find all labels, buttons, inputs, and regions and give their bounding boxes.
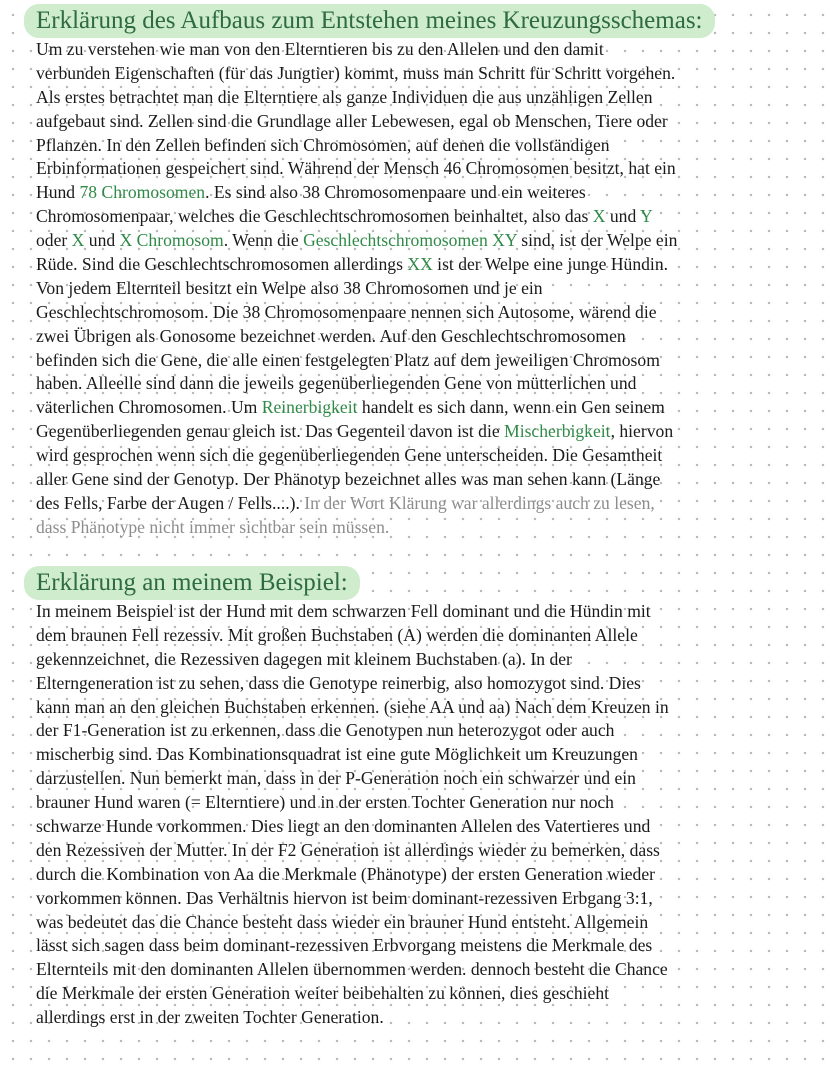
text-run: befinden sich die Gene, die alle einen festgelegten Platz auf dem jeweiligen Chromosom bbox=[36, 349, 660, 370]
text-line bbox=[36, 277, 824, 301]
section-heading-aufbau: Erklärung des Aufbaus zum Entstehen meines Kreuzungsschemas: bbox=[24, 4, 715, 38]
highlighted-term: Y bbox=[640, 206, 653, 227]
text-line bbox=[36, 349, 824, 373]
text-line bbox=[36, 911, 824, 935]
text-line bbox=[36, 767, 824, 791]
text-line bbox=[36, 86, 824, 110]
text-line bbox=[36, 863, 824, 887]
text-line bbox=[36, 38, 824, 62]
text-line bbox=[36, 516, 824, 540]
text-run: schwarze Hunde vorkommen. Dies liegt an den dominanten Allelen des Vatertieres und bbox=[36, 816, 651, 837]
text-run: ist der Welpe eine junge Hündin. bbox=[432, 254, 669, 275]
text-run: Hund bbox=[36, 182, 80, 203]
text-line bbox=[36, 181, 824, 205]
text-run: Rüde. Sind die Geschlechtschromosomen allerdings bbox=[36, 254, 408, 275]
text-line bbox=[36, 791, 824, 815]
text-run: , hiervon bbox=[610, 421, 674, 442]
text-run: Erbinformationen gespeichert sind. Während der Mensch 46 Chromosomen besitzt, hat ein bbox=[36, 158, 676, 179]
highlighted-term: Mischerbigkeit bbox=[504, 421, 611, 442]
text-line bbox=[36, 600, 824, 624]
text-run: dem braunen Fell rezessiv. Mit großen Buchstaben (A) werden die dominanten Allele bbox=[36, 624, 638, 645]
text-line bbox=[36, 815, 824, 839]
highlighted-term: 78 Chromosomen bbox=[79, 182, 206, 203]
text-line bbox=[36, 719, 824, 743]
section-body-beispiel bbox=[36, 600, 824, 1030]
section-beispiel bbox=[0, 566, 828, 1030]
text-run: Um zu verstehen wie man von den Elterntieren bis zu den Allelen und den damit bbox=[36, 39, 604, 59]
text-run: kann man an den gleichen Buchstaben erkennen. (siehe AA und aa) Nach dem Kreuzen in bbox=[36, 696, 669, 717]
text-line bbox=[36, 420, 824, 444]
text-line bbox=[36, 672, 824, 696]
text-run: die Merkmale der ersten Generation weiter beibehalten zu können, dies geschieht bbox=[36, 983, 610, 1004]
text-run: Gegenüberliegenden genau gleich ist. Das Gegenteil davon ist die bbox=[36, 421, 505, 442]
highlighted-term: X bbox=[592, 206, 606, 227]
text-line bbox=[36, 301, 824, 325]
text-run: oder bbox=[36, 230, 72, 251]
text-run: lässt sich sagen dass beim dominant-rezessiven Erbvorgang meistens die Merkmale des bbox=[36, 935, 653, 956]
text-run: aller Gene sind der Genotyp. Der Phänotyp bezeichnet alles was man sehen kann (Länge bbox=[36, 469, 661, 490]
highlighted-term: X bbox=[71, 230, 85, 251]
text-line bbox=[36, 982, 824, 1006]
text-run: haben. Alleelle sind dann die jeweils gegenüberliegenden Gene von mütterlichen und bbox=[36, 373, 637, 394]
muted-text: In der Wort Klärung war allerdings auch zu lesen, bbox=[304, 492, 655, 513]
text-line bbox=[36, 743, 824, 767]
text-line bbox=[36, 696, 824, 720]
text-run: des Fells, Farbe der Augen / Fells....). bbox=[36, 492, 305, 513]
text-run: mischerbig sind. Das Kombinationsquadrat ist eine gute Möglichkeit um Kreuzungen bbox=[36, 744, 638, 765]
text-run: allerdings erst in der zweiten Tochter Generation. bbox=[36, 1007, 384, 1028]
text-run: durch die Kombination von Aa die Merkmale (Phänotype) der ersten Generation wieder bbox=[36, 863, 656, 884]
text-line bbox=[36, 492, 824, 516]
text-line bbox=[36, 253, 824, 277]
text-line bbox=[36, 134, 824, 158]
text-run: Von jedem Elternteil besitzt ein Welpe also 38 Chromosomen und je ein bbox=[36, 277, 543, 298]
text-run: handelt es sich dann, wenn ein Gen seinem bbox=[357, 397, 665, 418]
section-aufbau bbox=[0, 4, 828, 540]
muted-text: dass Phänotype nicht immer sichtbar sein müssen. bbox=[36, 516, 390, 537]
text-run: sind, ist der Welpe ein bbox=[516, 230, 678, 251]
highlighted-term: Reinerbigkeit bbox=[261, 397, 358, 418]
text-line bbox=[36, 396, 824, 420]
text-run: was bedeutet das die Chance besteht dass wieder ein brauner Hund entsteht. Allgemein bbox=[36, 911, 649, 932]
text-run: zwei Übrigen als Gonosome bezeichnet werden. Auf den Geschlechtschromosomen bbox=[36, 325, 626, 346]
text-run: Elterngeneration ist zu sehen, dass die Genotype reinerbig, also homozygot sind. Dies bbox=[36, 672, 641, 693]
text-run: verbunden Eigenschaften (für das Jungtier) kommt, muss man Schritt für Schritt vorgehen. bbox=[36, 62, 676, 83]
text-run: väterlichen Chromosomen. Um bbox=[36, 397, 262, 418]
text-run: vorkommen können. Das Verhältnis hiervon ist beim dominant-rezessiven Erbgang 3:1, bbox=[36, 887, 653, 908]
text-line bbox=[36, 648, 824, 672]
text-run: Pflanzen. In den Zellen befinden sich Chromosomen, auf denen die vollständigen bbox=[36, 134, 610, 155]
text-line bbox=[36, 110, 824, 134]
text-run: Als erstes betrachtet man die Elterntiere als ganze Individuen die aus unzähligen Zellen bbox=[36, 86, 653, 107]
text-run: und bbox=[605, 206, 641, 227]
text-run: Chromosomenpaar, welches die Geschlechtschromosomen beinhaltet, also das bbox=[36, 206, 593, 227]
text-line bbox=[36, 839, 824, 863]
text-run: der F1-Generation ist zu erkennen, dass die Genotypen nun heterozygot oder auch bbox=[36, 720, 615, 741]
text-run: Geschlechtschromosom. Die 38 Chromosomenpaare nennen sich Autosome, wärend die bbox=[36, 301, 657, 322]
highlighted-term: Geschlechtschromosomen XY bbox=[303, 230, 517, 251]
text-line bbox=[36, 958, 824, 982]
text-run: und bbox=[84, 230, 120, 251]
text-line bbox=[36, 887, 824, 911]
text-line bbox=[36, 444, 824, 468]
text-line bbox=[36, 372, 824, 396]
highlighted-term: X Chromosom bbox=[119, 230, 224, 251]
text-line bbox=[36, 205, 824, 229]
text-run: . Wenn die bbox=[223, 230, 304, 251]
text-run: brauner Hund waren (= Elterntiere) und in der ersten Tochter Generation nur noch bbox=[36, 792, 614, 813]
text-run: Elternteils mit den dominanten Allelen übernommen werden. dennoch besteht die Chance bbox=[36, 959, 668, 980]
text-line bbox=[36, 934, 824, 958]
text-line bbox=[36, 229, 824, 253]
text-line bbox=[36, 468, 824, 492]
highlighted-term: XX bbox=[407, 254, 433, 275]
text-line bbox=[36, 157, 824, 181]
text-run: In meinem Beispiel ist der Hund mit dem schwarzen Fell dominant und die Hündin mit bbox=[36, 601, 651, 621]
text-run: darzustellen. Nun bemerkt man, dass in der P-Generation noch ein schwarzer und ein bbox=[36, 768, 636, 789]
text-line bbox=[36, 325, 824, 349]
section-body-aufbau bbox=[36, 38, 824, 540]
text-run: den Rezessiven der Mutter. In der F2 Generation ist allerdings wieder zu bemerken, dass bbox=[36, 839, 660, 860]
text-run: . Es sind also 38 Chromosomenpaare und ein weiteres bbox=[205, 182, 586, 203]
text-line bbox=[36, 624, 824, 648]
text-run: gekennzeichnet, die Rezessiven dagegen mit kleinem Buchstaben (a). In der bbox=[36, 648, 572, 669]
text-line bbox=[36, 62, 824, 86]
text-line bbox=[36, 1006, 824, 1030]
text-run: wird gesprochen wenn sich die gegenüberliegenden Gene unterscheiden. Die Gesamtheit bbox=[36, 445, 663, 466]
text-run: aufgebaut sind. Zellen sind die Grundlage aller Lebewesen, egal ob Menschen, Tiere oder bbox=[36, 110, 668, 131]
section-heading-beispiel: Erklärung an meinem Beispiel: bbox=[24, 566, 360, 600]
